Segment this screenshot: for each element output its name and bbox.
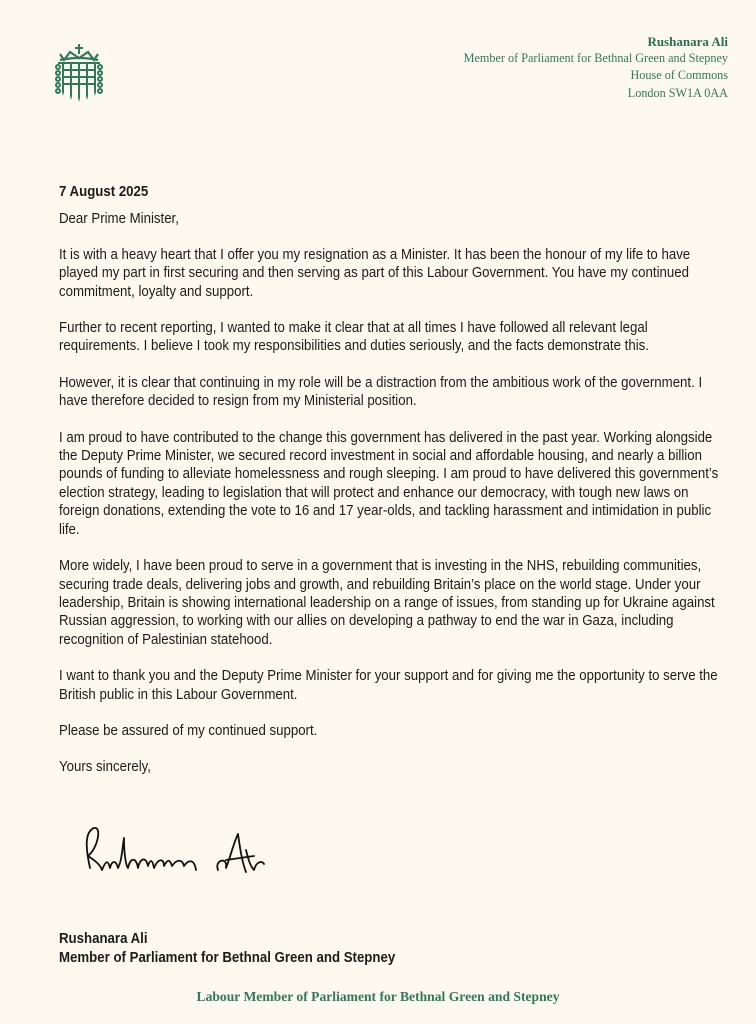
- signature-block: [59, 930, 519, 968]
- paragraph: However, it is clear that continuing in my role will be a distraction from the ambitious work of the government. I have therefore decided to resign from my Ministerial position.: [59, 374, 703, 410]
- letterhead-name: Rushanara Ali: [647, 34, 728, 49]
- letter-body: [59, 183, 721, 795]
- letterhead-address-line-1: House of Commons: [630, 68, 728, 83]
- letterhead-address-line-2: London SW1A 0AA: [627, 85, 728, 100]
- letterhead-title: Member of Parliament for Bethnal Green and Stepney: [463, 51, 728, 66]
- paragraph: It is with a heavy heart that I offer you my resignation as a Minister. It has been the honour of my life to have played my part in first securing and then serving as part of this Labour Government. You have my continued commitment, loyalty and support.: [59, 246, 691, 300]
- salutation: Dear Prime Minister,: [59, 211, 179, 228]
- portcullis-crest-icon: [52, 40, 106, 102]
- handwritten-signature: [78, 820, 318, 890]
- paragraph: I want to thank you and the Deputy Prime Minister for your support and for giving me the opportunity to serve the British public in this Labour Government.: [59, 668, 718, 703]
- letter-date: 7 August 2025: [59, 184, 149, 200]
- paragraph: More widely, I have been proud to serve in a government that is investing in the NHS, rebuilding communities, securing trade deals, delivering jobs and growth, and rebuilding Britain’s place on the world stage. Under your leadership, Britain is showing international leadership on a range of issues, from standing up for Ukraine against Russian aggression, to working with our allies on developing a pathway to end the war in Gaza, including recognition of Palestinian statehood.: [59, 558, 715, 648]
- paragraph: I am proud to have contributed to the change this government has delivered in the past year. Working alongside the Deputy Prime Minister, we secured record investment in social and affordable housing, and nearly a billion pounds of funding to alleviate homelessness and rough sleeping. I am proud to have delivered this government’s election strategy, leading to legislation that will protect and enhance our democracy, with tough new laws on foreign donations, extending the vote to 16 and 17 year-olds, and tackling harassment and intimidation in public life.: [59, 429, 719, 538]
- letterhead: [464, 33, 728, 102]
- signatory-title: Member of Parliament for Bethnal Green and Stepney: [59, 950, 396, 966]
- paragraph: Please be assured of my continued support.: [59, 722, 318, 739]
- paragraph: Further to recent reporting, I wanted to make it clear that at all times I have followed all relevant legal requirements. I believe I took my responsibilities and duties seriously, and the facts demonstrate this.: [59, 320, 649, 355]
- closing: Yours sincerely,: [59, 759, 151, 776]
- footer: Labour Member of Parliament for Bethnal Green and Stepney: [196, 989, 560, 1004]
- signatory-name: Rushanara Ali: [59, 931, 148, 947]
